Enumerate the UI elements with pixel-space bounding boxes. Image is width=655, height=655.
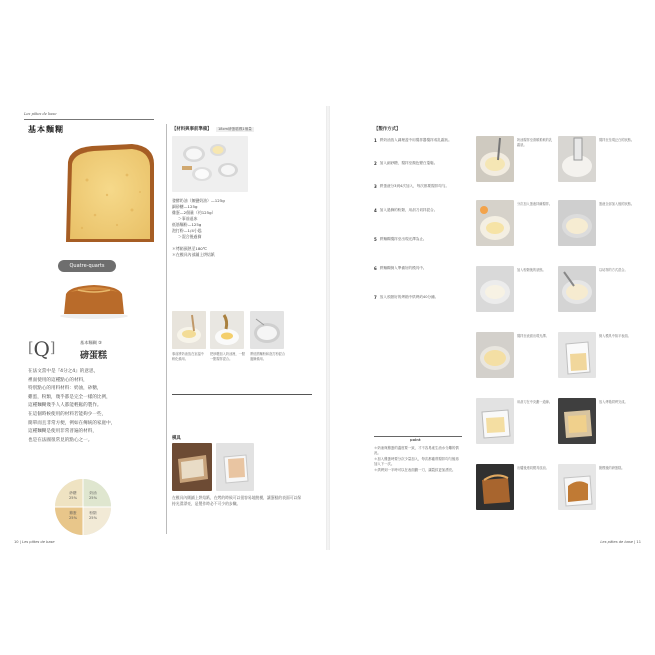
step-2: 2 加入細砂糖，攪拌至顏色變白蓬鬆。 [374, 161, 438, 167]
step-photo-5 [476, 266, 514, 312]
ratio-chart [54, 478, 112, 536]
point-rule [374, 436, 462, 437]
intro-paragraph: 在法文當中是『4分之4』的意思， 裡面使用的這種點心的材料， 特別點心的用料材料：奶油，砂糖， 雞蛋，粉類，幾乎都是完全一樣的比例， 這種麵糊幾乎人人都能輕鬆的製作。 在這個時候使用的材料若能夠少一些， 簡單而且非常方便，例如在傳統的家庭中， 這種麵糊是使用非常普遍的材料， 也是在法國很常見的點心之一。 [28, 369, 116, 443]
ingredients-sub: 18cm磅蛋糕模1個量 [218, 126, 252, 131]
note-oven: ＊烤箱預熱至180℃ [172, 246, 208, 251]
ingredient-egg: 雞蛋—2個量（約125g） [172, 210, 216, 215]
step-caption-10: 放入烤箱烘烤完成。 [599, 400, 628, 404]
prep-photo-2 [210, 311, 244, 349]
column-divider [166, 124, 167, 534]
step-caption-5: 加入粉類後的狀態。 [517, 268, 546, 272]
prep-photo-3 [250, 311, 284, 349]
step-photo-6 [558, 266, 596, 312]
ingredient-butter: 發酵奶油（無鹽奶油）—125g [172, 198, 225, 203]
mold-paragraph: 在模具內側鋪上烘焙紙，在烤的時候可以很容易地脫模，讓蛋糕的表面可以保持光滑漂亮，是製作時必不可少的步驟。 [172, 495, 302, 506]
ratio-cell-flour: 粉類 25% [89, 511, 97, 521]
step-caption-4: 蛋液全部加入後的狀態。 [599, 202, 635, 206]
point-label: point [410, 438, 421, 442]
recipe-title: 磅蛋糕 [80, 351, 108, 361]
ingredients-list [172, 198, 312, 258]
quatre-quarts-badge: Quatre-quarts [58, 260, 116, 272]
step-3: 3 將蛋液分3到4次加入，每次都要攪拌均勻。 [374, 184, 450, 190]
ingredient-egg-note: ＞事前退冰 [178, 216, 198, 221]
running-head: Les pâtes de base [24, 112, 57, 116]
right-page [330, 106, 645, 550]
step-photo-7 [476, 332, 514, 378]
step-photo-9 [476, 398, 514, 444]
ingredients-header: 【材料與事前準備】 [172, 127, 212, 132]
left-folio: 10 | Les pâtes de base [14, 540, 55, 544]
ingredient-sugar: 細砂糖—125g [172, 204, 198, 209]
book-spread [10, 106, 645, 550]
mold-photo-2 [216, 443, 254, 491]
step-7: 7 放入預熱好的烤箱中烘烤約40分鐘。 [374, 295, 439, 301]
recipe-letter-q: Q [33, 337, 50, 361]
step-caption-8: 倒入模具中抹平表面。 [599, 334, 631, 338]
step-caption-2: 攪拌至呈現泛白的狀態。 [599, 138, 635, 142]
ingredient-flour: 低筋麵粉—125g [172, 222, 202, 227]
step-4: 4 加入過篩的粉類，用刮刀切拌混合。 [374, 207, 438, 213]
cake-slice-photo [62, 140, 158, 244]
method-header: 【製作方式】 [374, 127, 401, 132]
note-mold: ＊在模具內部鋪上烘焙紙 [172, 252, 215, 257]
prep-caption-2: 把砂糖加入奶油裡，一點一點攪拌混合。 [210, 352, 246, 361]
step-photo-1 [476, 136, 514, 182]
step-photo-4 [558, 200, 596, 246]
ingredients-photo [172, 136, 248, 192]
ingredient-baking-powder: 泡打粉—1/4小匙 [172, 228, 202, 233]
step-6: 6 將麵糊倒入準備好的模具中。 [374, 266, 427, 272]
mold-photo-1 [172, 443, 212, 491]
step-photo-8 [558, 332, 596, 378]
step-1: 1 將奶油放入調理盆中用攪拌器攪拌成乳霜狀。 [374, 138, 452, 143]
step-photo-2 [558, 136, 596, 182]
step-5: 5 將麵糊攪拌至出現光澤為止。 [374, 236, 427, 242]
ratio-cell-butter: 奶油 25% [89, 491, 97, 501]
pound-cake-loaf-photo [58, 280, 130, 320]
point-text: ＊奶油與雞蛋的溫度要一致，才不容易產生油水分離的情況。 ＊加入雞蛋時要分次少量加入，每次都確實攪拌均勻後再加入下一次。 ＊烘烤到一半時可以在表面劃一刀，讓裂紋更加漂亮。 [374, 446, 459, 472]
step-photo-12 [558, 464, 596, 510]
ratio-cell-egg: 雞蛋 25% [69, 511, 77, 521]
right-folio: Les pâtes de base | 11 [600, 540, 641, 544]
section-title: 基本麵糊 [28, 125, 64, 134]
step-photo-3 [476, 200, 514, 246]
step-photo-grid [476, 136, 636, 536]
step-photo-10 [558, 398, 596, 444]
step-caption-7: 攪拌至表面出現光澤。 [517, 334, 549, 338]
step-caption-1: 奶油攪拌至滑順柔軟的乳霜狀。 [517, 138, 553, 147]
prep-caption-1: 事前將奶油放在室溫中軟化備用。 [172, 352, 204, 361]
ratio-cell-sugar: 砂糖 25% [69, 491, 77, 501]
recipe-subtitle: 基本麵糊 ③ [80, 340, 102, 345]
running-head-rule [24, 119, 154, 120]
mold-label: 模具 [172, 436, 181, 441]
step-caption-6: 以切拌的方式混合。 [599, 268, 628, 272]
step-photo-11 [476, 464, 514, 510]
prep-photo-1 [172, 311, 206, 349]
prep-caption-3: 將低筋麵粉和泡打粉混合過篩備用。 [250, 352, 286, 361]
step-caption-12: 脫模後的磅蛋糕。 [599, 466, 625, 470]
recipe-letter: [Q] [28, 337, 56, 361]
step-caption-11: 出爐後連同模具放涼。 [517, 466, 549, 470]
steps-list [374, 138, 462, 318]
mold-section-rule [172, 394, 312, 395]
step-caption-3: 分次加入蛋液持續攪拌。 [517, 202, 553, 206]
left-page [10, 106, 326, 550]
step-caption-9: 用刮刀在中央劃一道線。 [517, 400, 553, 404]
ingredient-flour-note: ＞混合後過篩 [178, 234, 202, 239]
